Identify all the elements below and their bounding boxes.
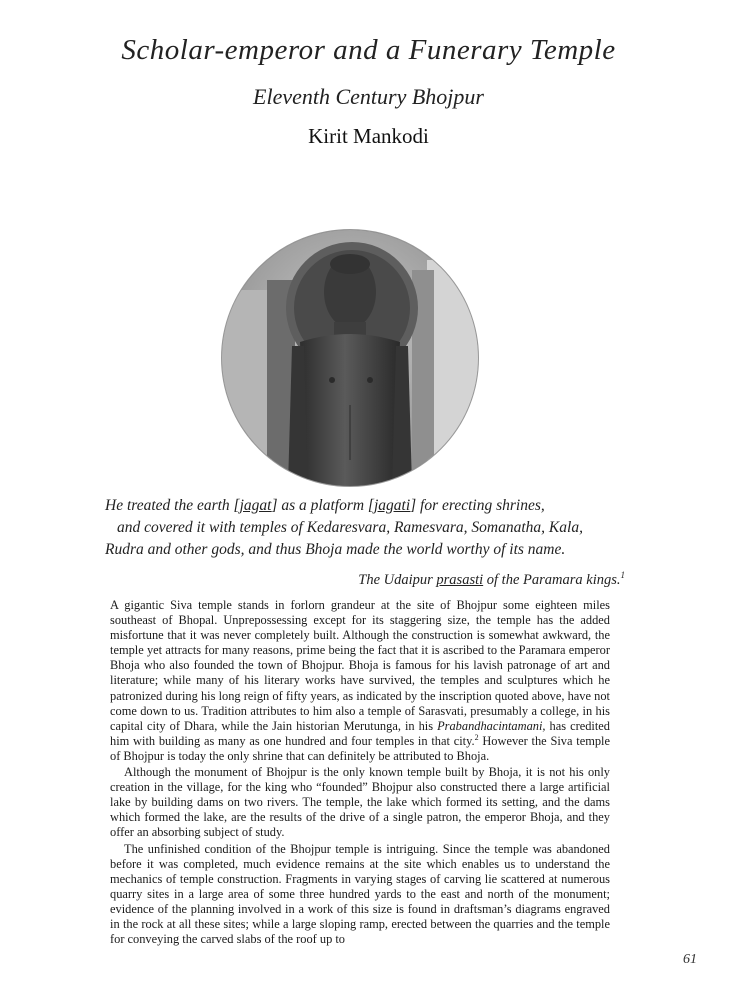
paragraph-text: A gigantic Siva temple stands in forlorn grandeur at the site of Bhojpur some eighteen miles southeast of Bhopal. Unprepossessing except for its staggering size, the temple has the added misfortune that it was never completely built. Although the construction is somewhat awkward, the temple yet attracts for many reasons, prime being the fact that it is ascribed to the Paramara emperor Bhoja who also founded the town of Bhojpur. Bhoja is famous for his lavish patronage of art and literature; while many of his literary works have survived, the temples and sculptures which he patronized during his long reign of fifty years, as indicated by the inscription quoted above, have not come down to us. Tradition attributes to him also a temple of Sarasvati, presumably a college, in his capital city of Dhara, while the Jain historian Merutunga, in his [110, 598, 610, 733]
epigraph-term-jagat: jagat [239, 497, 272, 514]
epigraph-line-1 [105, 495, 665, 517]
epigraph-term-jagati: jagati [373, 497, 411, 514]
footnote-ref-1: 1 [620, 570, 625, 580]
epigraph-text: ] as a platform [ [271, 497, 374, 514]
source-text: The Udaipur [358, 571, 437, 588]
author-name: Kirit Mankodi [308, 124, 429, 148]
epigraph-line-3: Rudra and other gods, and thus Bhoja made the world worthy of its name. [105, 541, 566, 558]
epigraph-source [358, 570, 625, 589]
paragraph-text: has credited him with building as many as one hundred and four temples in that city. [110, 718, 610, 748]
paragraph-2: Although the monument of Bhojpur is the only known temple built by Bhoja, it is not his only creation in the village, for the king who “founded” Bhojpur also constructed there a large artificial lake by building dams on two rivers. The temple, the lake which formed its setting, and the dams which formed the lake, are the results of the drive of a single patron, the emperor Bhoja, and they offer an absorbing subject of study. [110, 765, 610, 840]
jain-statue-photo [221, 229, 479, 487]
paragraph-1 [110, 598, 610, 764]
paragraph-text: However the Siva temple of Bhojpur is today the only shrine that can definitely be attributed to Bhoja. [110, 733, 610, 763]
epigraph-line-2: and covered it with temples of Kedaresvara, Ramesvara, Somanatha, Kala, [117, 519, 583, 536]
epigraph-text: He treated the earth [ [105, 497, 240, 514]
epigraph-quote [105, 495, 665, 561]
footnote-ref-2: 2 [474, 732, 479, 742]
article-body [110, 598, 610, 948]
page-number: 61 [683, 952, 697, 967]
paragraph-3: The unfinished condition of the Bhojpur temple is intriguing. Since the temple was abandoned before it was completed, much evidence remains at the site which enables us to understand the mechanics of temple construction. Fragments in varying stages of carving lie scattered at numerous quarry sites in a large area of some three hundred yards to the east and north of the monument; evidence of the planning involved in a work of this size is found in draftsman’s diagrams engraved in the rock at all these sites; while a large sloping ramp, erected between the quarries and the temple for conveying the carved slabs of the roof up to [110, 841, 610, 947]
source-text: of the Paramara kings. [483, 571, 621, 588]
article-subtitle: Eleventh Century Bhojpur [253, 84, 484, 109]
source-term-prasasti: prasasti [436, 571, 484, 588]
epigraph-text: ] for erecting shrines, [410, 497, 545, 514]
statue-illustration [222, 230, 478, 486]
book-title-prabandhacintamani: Prabandhacintamani, [437, 718, 546, 733]
article-title: Scholar-emperor and a Funerary Temple [121, 34, 616, 66]
